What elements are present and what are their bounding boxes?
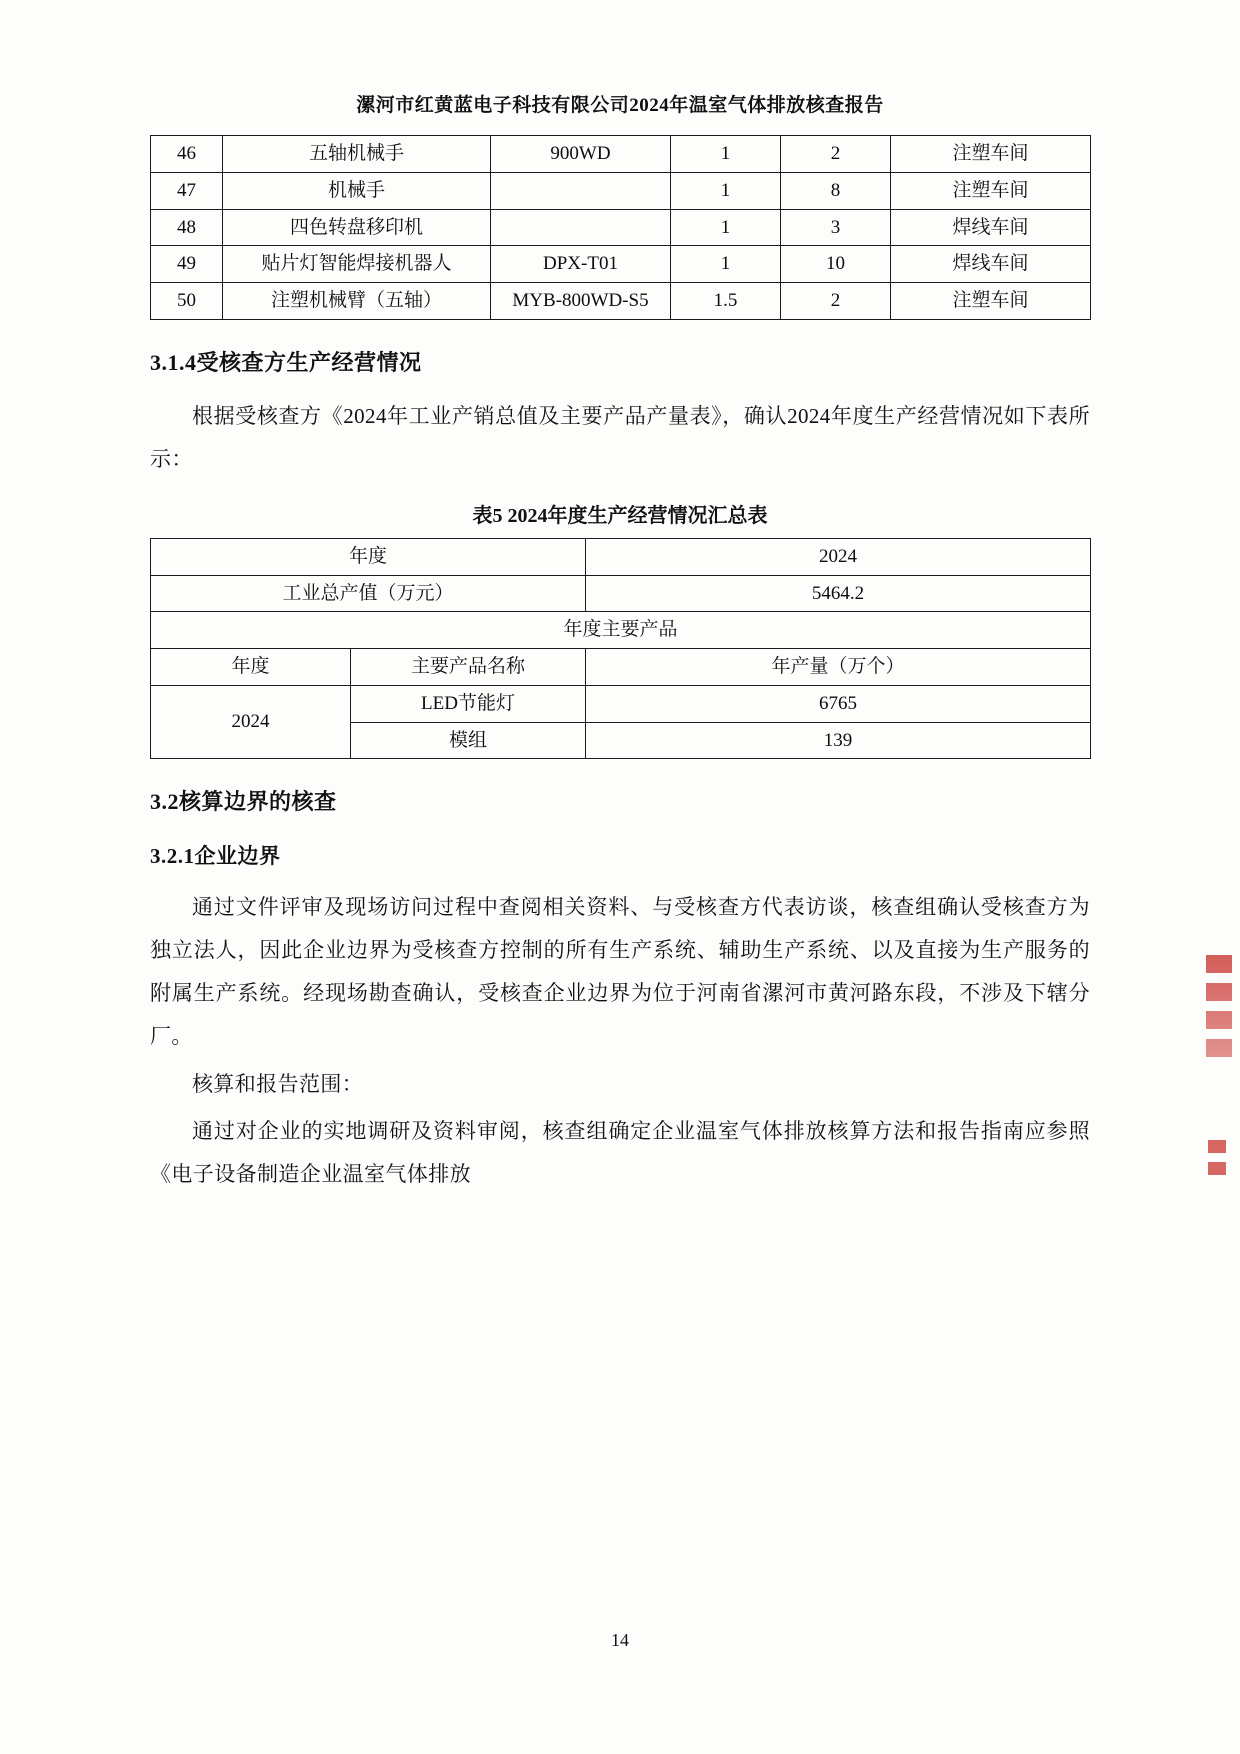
equipment-no: 49 [151, 246, 223, 283]
equipment-name: 机械手 [223, 172, 491, 209]
table-row [151, 538, 1091, 575]
product-yield: 139 [586, 722, 1091, 759]
table-row [151, 283, 1091, 320]
product-name: 模组 [351, 722, 586, 759]
table-row [151, 136, 1091, 173]
page-content [150, 90, 1090, 1200]
equipment-workshop: 焊线车间 [891, 246, 1091, 283]
table-row [151, 246, 1091, 283]
section-heading-3-2: 3.2核算边界的核查 [150, 789, 337, 815]
equipment-power: 1 [671, 209, 781, 246]
equipment-workshop: 注塑车间 [891, 283, 1091, 320]
section-3-2-1-paragraph-3: 通过对企业的实地调研及资料审阅，核查组确定企业温室气体排放核算方法和报告指南应参照《电子设备制造企业温室气体排放 [150, 1118, 1090, 1186]
year-value: 2024 [586, 538, 1091, 575]
equipment-count: 3 [781, 209, 891, 246]
equipment-count: 2 [781, 136, 891, 173]
page-number: 14 [611, 1630, 629, 1650]
red-seal-mark-bottom [1208, 1140, 1226, 1184]
equipment-model [491, 172, 671, 209]
table-row [151, 575, 1091, 612]
section-3-2-1-paragraph-1: 通过文件评审及现场访问过程中查阅相关资料、与受核查方代表访谈，核查组确认受核查方为独立法人，因此企业边界为受核查方控制的所有生产系统、辅助生产系统、以及直接为生产服务的附属生产系统。经现场勘查确认，受核查企业边界为位于河南省漯河市黄河路东段，不涉及下辖分厂。 [150, 895, 1090, 1049]
equipment-workshop: 注塑车间 [891, 172, 1091, 209]
year-label: 年度 [151, 538, 586, 575]
section-3-1-4-paragraph: 根据受核查方《2024年工业产销总值及主要产品产量表》，确认2024年度生产经营情况如下表所示： [150, 403, 1090, 471]
equipment-count: 8 [781, 172, 891, 209]
section-3-2-1-paragraph-2: 核算和报告范围： [192, 1071, 364, 1096]
table-row [151, 172, 1091, 209]
section-heading-3-1-4: 3.1.4受核查方生产经营情况 [150, 349, 422, 375]
product-name: LED节能灯 [351, 685, 586, 722]
production-summary-table [150, 538, 1091, 760]
column-header-yield: 年产量（万个） [586, 649, 1091, 686]
section-heading-3-2-1: 3.2.1企业边界 [150, 844, 281, 869]
equipment-name: 五轴机械手 [223, 136, 491, 173]
equipment-count: 10 [781, 246, 891, 283]
equipment-name: 四色转盘移印机 [223, 209, 491, 246]
equipment-power: 1.5 [671, 283, 781, 320]
equipment-model: DPX-T01 [491, 246, 671, 283]
industrial-output-label: 工业总产值（万元） [151, 575, 586, 612]
red-seal-mark-top [1206, 955, 1232, 1065]
equipment-workshop: 焊线车间 [891, 209, 1091, 246]
equipment-name: 贴片灯智能焊接机器人 [223, 246, 491, 283]
table-row [151, 612, 1091, 649]
column-header-year: 年度 [151, 649, 351, 686]
equipment-model: MYB-800WD-S5 [491, 283, 671, 320]
industrial-output-value: 5464.2 [586, 575, 1091, 612]
table5-caption: 表5 2024年度生产经营情况汇总表 [472, 504, 768, 527]
equipment-table [150, 135, 1091, 320]
table-row [151, 209, 1091, 246]
product-yield: 6765 [586, 685, 1091, 722]
table-row [151, 649, 1091, 686]
equipment-no: 47 [151, 172, 223, 209]
equipment-power: 1 [671, 172, 781, 209]
equipment-model [491, 209, 671, 246]
equipment-power: 1 [671, 246, 781, 283]
equipment-model: 900WD [491, 136, 671, 173]
table-row [151, 685, 1091, 722]
product-year-value: 2024 [151, 685, 351, 759]
equipment-no: 48 [151, 209, 223, 246]
equipment-name: 注塑机械臂（五轴） [223, 283, 491, 320]
equipment-no: 46 [151, 136, 223, 173]
equipment-no: 50 [151, 283, 223, 320]
equipment-power: 1 [671, 136, 781, 173]
column-header-product: 主要产品名称 [351, 649, 586, 686]
page-header-title: 漯河市红黄蓝电子科技有限公司2024年温室气体排放核查报告 [356, 95, 884, 116]
equipment-workshop: 注塑车间 [891, 136, 1091, 173]
main-products-label: 年度主要产品 [151, 612, 1091, 649]
equipment-count: 2 [781, 283, 891, 320]
